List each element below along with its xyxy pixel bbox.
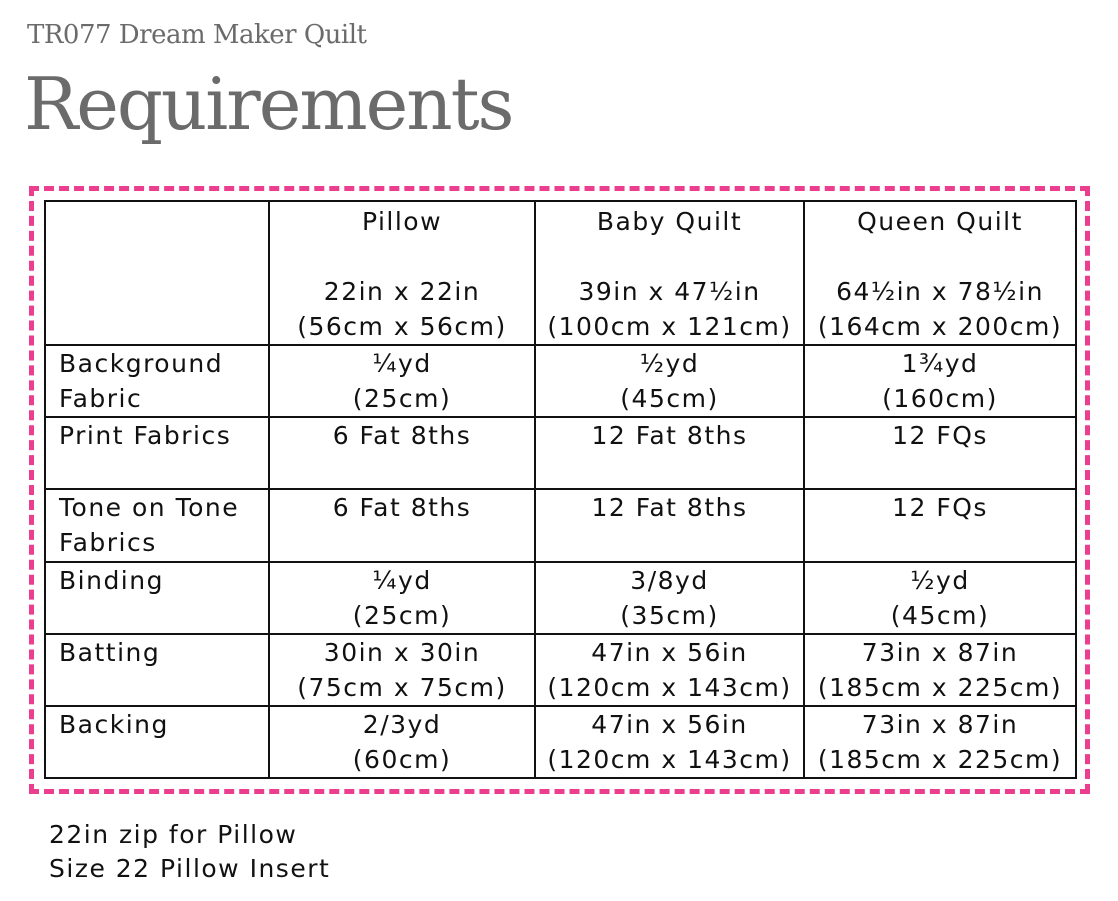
row-label: Binding [45, 562, 269, 634]
column-header-queen-quilt [804, 201, 1076, 345]
table-row-print-fabrics [45, 417, 1076, 489]
table-cell: 12 Fat 8ths [535, 417, 804, 489]
row-label: Background Fabric [45, 345, 269, 417]
column-size-imperial: 64½in x 78½in [836, 277, 1044, 306]
page-title: Requirements [24, 62, 513, 146]
table-row-batting [45, 634, 1076, 706]
requirements-table [44, 200, 1077, 779]
table-cell: ¼yd (25cm) [269, 562, 535, 634]
table-cell: 30in x 30in (75cm x 75cm) [269, 634, 535, 706]
table-header-row [45, 201, 1076, 345]
table-row-tone-on-tone-fabrics [45, 489, 1076, 562]
table-cell: 1¾yd (160cm) [804, 345, 1076, 417]
column-size-imperial: 22in x 22in [323, 277, 481, 306]
notes-section [49, 818, 330, 886]
table-cell: ½yd (45cm) [535, 345, 804, 417]
row-label: Backing [45, 706, 269, 778]
table-cell: ¼yd (25cm) [269, 345, 535, 417]
pattern-subtitle: TR077 Dream Maker Quilt [27, 20, 367, 50]
row-label: Tone on Tone Fabrics [45, 489, 269, 562]
table-cell: 47in x 56in (120cm x 143cm) [535, 634, 804, 706]
table-cell: 12 FQs [804, 489, 1076, 562]
row-label: Print Fabrics [45, 417, 269, 489]
column-size-metric: (56cm x 56cm) [297, 312, 507, 341]
column-size-metric: (100cm x 121cm) [547, 312, 792, 341]
table-cell: 6 Fat 8ths [269, 489, 535, 562]
table-row-binding [45, 562, 1076, 634]
column-size-metric: (164cm x 200cm) [817, 312, 1063, 341]
column-name: Pillow [361, 207, 443, 236]
table-cell: 6 Fat 8ths [269, 417, 535, 489]
header-corner-cell [45, 201, 269, 345]
table-cell: 2/3yd (60cm) [269, 706, 535, 778]
table-cell: 12 FQs [804, 417, 1076, 489]
column-size-imperial: 39in x 47½in [578, 277, 761, 306]
table-cell: 73in x 87in (185cm x 225cm) [804, 706, 1076, 778]
column-header-baby-quilt [535, 201, 804, 345]
column-header-pillow [269, 201, 535, 345]
table-cell: ½yd (45cm) [804, 562, 1076, 634]
note-zip: 22in zip for Pillow [49, 820, 298, 849]
table-cell: 3/8yd (35cm) [535, 562, 804, 634]
table-cell: 47in x 56in (120cm x 143cm) [535, 706, 804, 778]
table-row-backing [45, 706, 1076, 778]
column-name: Queen Quilt [857, 207, 1023, 236]
table-cell: 73in x 87in (185cm x 225cm) [804, 634, 1076, 706]
note-insert: Size 22 Pillow Insert [49, 854, 331, 883]
column-name: Baby Quilt [596, 207, 743, 236]
row-label: Batting [45, 634, 269, 706]
table-row-background-fabric [45, 345, 1076, 417]
table-cell: 12 Fat 8ths [535, 489, 804, 562]
